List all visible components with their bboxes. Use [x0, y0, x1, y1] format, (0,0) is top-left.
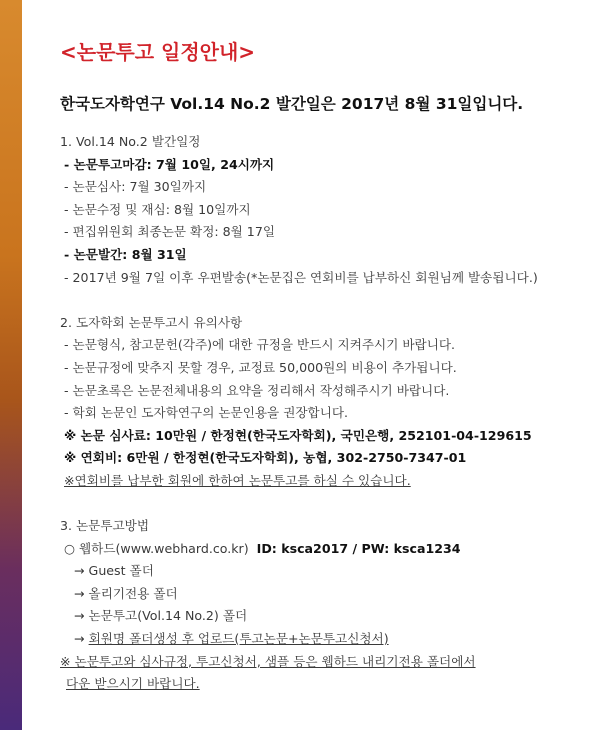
notice-body [60, 131, 538, 696]
guideline-item: - 학회 논문인 도자학연구의 논문인용을 권장합니다. [64, 405, 349, 421]
folder-step-upload [60, 628, 538, 651]
download-note-line1: ※ 논문투고와 심사규정, 투고신청서, 샘플 등은 웹하드 내리기전용 폴더에서 [60, 653, 476, 669]
annual-fee-note: ※ 연회비: 6만원 / 한정현(한국도자학회), 농협, 302-2750-7347-01 [64, 450, 467, 466]
schedule-item-publish: - 논문발간: 8월 31일 [64, 246, 187, 262]
review-fee-note: ※ 논문 심사료: 10만원 / 한정현(한국도자학회), 국민은행, 252101-04-129615 [64, 427, 532, 443]
folder-step: → 올리기전용 폴더 [74, 585, 178, 601]
section2-heading: 2. 도자학회 논문투고시 유의사항 [60, 314, 243, 330]
guideline-item: - 논문형식, 참고문헌(각주)에 대한 규정을 반드시 지켜주시기 바랍니다. [64, 337, 456, 353]
section1-heading: 1. Vol.14 No.2 발간일정 [60, 134, 201, 149]
publication-date-headline: 한국도자학연구 Vol.14 No.2 발간일은 2017년 8월 31일입니다. [60, 95, 524, 113]
guideline-item: - 논문초록은 논문전체내용의 요약을 정리해서 작성해주시기 바랍니다. [64, 382, 450, 398]
schedule-item-deadline: - 논문투고마감: 7월 10일, 24시까지 [64, 156, 275, 172]
guideline-item: - 논문규정에 맞추지 못할 경우, 교정료 50,000원의 비용이 추가됩니다. [64, 359, 457, 375]
schedule-item-revision: - 논문수정 및 재심: 8월 10일까지 [64, 201, 251, 217]
schedule-item-confirm: - 편집위원회 최종논문 확정: 8월 17일 [64, 224, 275, 240]
arrow-icon: → [74, 631, 85, 647]
webhard-link[interactable]: ○ 웹하드(www.webhard.co.kr) [64, 540, 249, 556]
section3-heading: 3. 논문투고방법 [60, 518, 150, 534]
schedule-item-mailing: - 2017년 9월 7일 이후 우편발송(*논문집은 연회비를 납부하신 회원님께 발송됩니다.) [64, 269, 538, 285]
webhard-line [60, 538, 538, 561]
upload-instruction: 회원명 폴더생성 후 업로드(투고논문+논문투고신청서) [88, 631, 389, 647]
folder-step: → 논문투고(Vol.14 No.2) 폴더 [74, 608, 248, 624]
page-title: <논문투고 일정안내> [60, 40, 256, 64]
folder-step: → Guest 폴더 [74, 563, 154, 579]
membership-note: ※연회비를 납부한 회원에 한하여 논문투고를 하실 수 있습니다. [64, 472, 411, 488]
schedule-item-review: - 논문심사: 7월 30일까지 [64, 179, 207, 195]
webhard-credentials: ID: ksca2017 / PW: ksca1234 [256, 540, 461, 556]
download-note-line2: 다운 받으시기 바랍니다. [66, 676, 200, 692]
left-gradient-bar [0, 0, 22, 730]
